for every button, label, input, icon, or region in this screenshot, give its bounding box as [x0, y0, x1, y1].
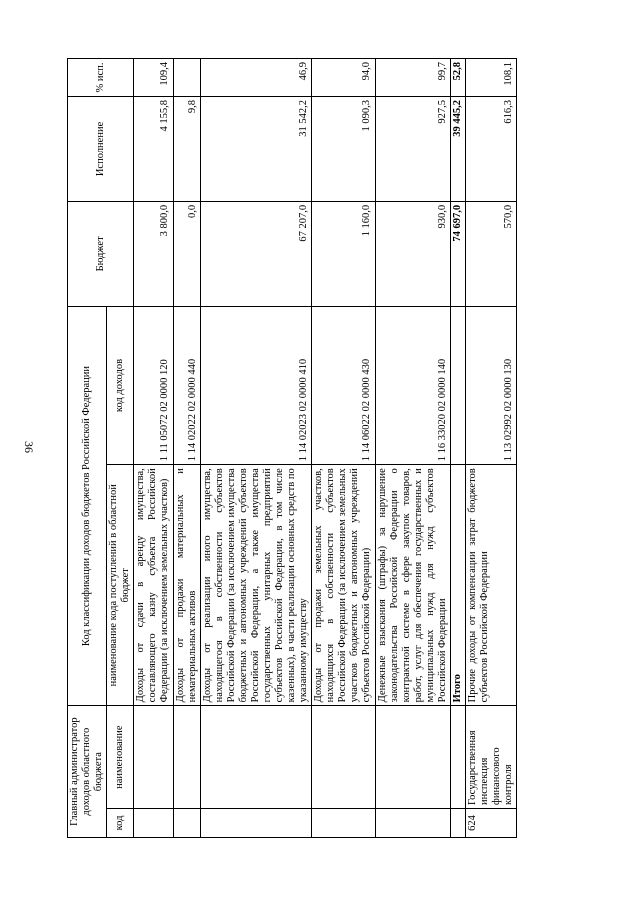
execution-cell: 1 090,3 — [312, 97, 375, 202]
revenue-name-cell: Доходы от реализации иного имущества, находящегося в собственности субъектов Российской Федерации (за исключением имущества бюджетных и автономных учреждений субъектов Российской Федерации, а также имущества государственных унитарных предприятий субъектов Российской Федерации, в том числе казенных), в части реализации основных средств по указанному имуществу — [200, 465, 312, 706]
revenue-name-cell: Доходы от продажи земельных участков, находящихся в собственности субъектов Российской Федерации (за исключением земельных участков бюджетных и автономных учреждений субъектов Российской Федерации) — [312, 465, 375, 706]
execution-cell: 927,5 — [375, 97, 450, 202]
table-row — [312, 59, 375, 838]
budget-cell: 0,0 — [173, 201, 200, 306]
admin-name-cell — [375, 706, 450, 809]
total-admin-code-cell — [450, 808, 465, 837]
revenue-code-cell: 1 16 33020 02 0000 140 — [375, 306, 450, 464]
admin-name-cell — [173, 706, 200, 809]
revenue-code-cell: 1 13 02992 02 0000 130 — [465, 306, 516, 464]
header-budget: Бюджет — [68, 201, 134, 306]
header-classification-group: Код классификации доходов бюджетов Российской Федерации — [68, 306, 107, 706]
total-admin-name-cell — [450, 706, 465, 809]
total-percent: 52,8 — [450, 59, 465, 97]
execution-cell: 616,3 — [465, 97, 516, 202]
total-label: Итого — [450, 465, 465, 706]
execution-cell: 9,8 — [173, 97, 200, 202]
percent-cell: 94,0 — [312, 59, 375, 97]
budget-cell: 1 160,0 — [312, 201, 375, 306]
admin-code-cell — [312, 808, 375, 837]
header-admin-group: Главный администратор доходов областного бюджета — [68, 706, 107, 838]
budget-cell: 570,0 — [465, 201, 516, 306]
revenue-name-cell: Доходы от сдачи в аренду имущества, составляющего казну субъекта Российской Федерации (за исключением земельных участков) — [134, 465, 173, 706]
revenue-code-cell: 1 14 06022 02 0000 430 — [312, 306, 375, 464]
revenue-code-cell: 1 11 05072 02 0000 120 — [134, 306, 173, 464]
admin-name-cell: Государственная инспекция финансового контроля — [465, 706, 516, 809]
total-budget: 74 697,0 — [450, 201, 465, 306]
percent-cell: 99,7 — [375, 59, 450, 97]
admin-code-cell: 624 — [465, 808, 516, 837]
revenue-code-cell: 1 14 02022 02 0000 440 — [173, 306, 200, 464]
admin-name-cell — [312, 706, 375, 809]
revenue-table-sheet — [67, 58, 603, 838]
table-row — [465, 59, 516, 838]
header-execution: Исполнение — [68, 97, 134, 202]
table-row — [173, 59, 200, 838]
percent-cell — [173, 59, 200, 97]
table-row — [200, 59, 312, 838]
admin-code-cell — [375, 808, 450, 837]
budget-cell: 3 800,0 — [134, 201, 173, 306]
execution-cell: 31 542,2 — [200, 97, 312, 202]
percent-cell: 109,4 — [134, 59, 173, 97]
header-revenue-name: наименование кода поступлений в областной бюджет — [107, 465, 134, 706]
header-admin-code: код — [107, 808, 134, 837]
revenue-name-cell: Денежные взыскания (штрафы) за нарушение законодательства Российской Федерации о контрактной системе в сфере закупок товаров, работ, услуг для обеспечения государственных и муниципальных нужд для нужд субъектов Российской Федерации — [375, 465, 450, 706]
table-row — [375, 59, 450, 838]
total-execution: 39 445,2 — [450, 97, 465, 202]
percent-cell: 46,9 — [200, 59, 312, 97]
total-row — [450, 59, 465, 838]
budget-cell: 930,0 — [375, 201, 450, 306]
header-admin-name: наименование — [107, 706, 134, 809]
table-row — [134, 59, 173, 838]
total-code-cell — [450, 306, 465, 464]
admin-code-cell — [200, 808, 312, 837]
revenue-name-cell: Прочие доходы от компенсации затрат бюджетов субъектов Российской Федерации — [465, 465, 516, 706]
admin-name-cell — [200, 706, 312, 809]
budget-cell: 67 207,0 — [200, 201, 312, 306]
header-percent: % исп. — [68, 59, 134, 97]
revenue-table — [67, 58, 517, 838]
admin-code-cell — [173, 808, 200, 837]
revenue-code-cell: 1 14 02023 02 0000 410 — [200, 306, 312, 464]
admin-code-cell — [134, 808, 173, 837]
header-revenue-code: код доходов — [107, 306, 134, 464]
execution-cell: 4 155,8 — [134, 97, 173, 202]
revenue-name-cell: Доходы от продажи материальных и нематериальных активов — [173, 465, 200, 706]
percent-cell: 108,1 — [465, 59, 516, 97]
page-number: 36 — [22, 441, 36, 453]
admin-name-cell — [134, 706, 173, 809]
